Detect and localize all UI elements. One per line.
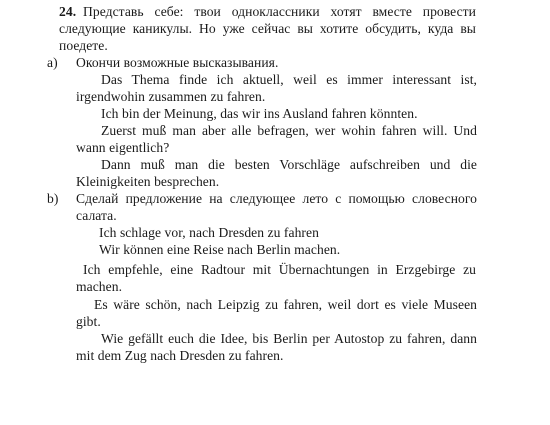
part-a-line: Ich bin der Meinung, das wir ins Ausland fahren könnten. [101,106,418,121]
part-a-instruction: Окончи возможные высказывания. [76,55,279,70]
part-a-line: Kleinigkeiten besprechen. [76,174,220,189]
part-b-line: mit dem Zug nach Dresden zu fahren. [76,348,284,363]
exercise-number: 24. [59,4,77,19]
part-a-line: Dann muß man die besten Vorschläge aufschreiben und die [101,157,477,172]
part-b-line: Wir können eine Reise nach Berlin machen. [99,242,341,257]
part-a-marker: a) [47,55,58,70]
part-b-instruction-line: салата. [76,208,117,223]
part-a-line: Das Thema finde ich aktuell, weil es immer interessant ist, [101,72,477,87]
part-a-line: wann eigentlich? [76,140,170,155]
exercise-intro-line: следующие каникулы. Но уже сейчас вы хотите обсудить, куда вы [59,21,476,36]
part-b-line: Ich schlage vor, nach Dresden zu fahren [99,225,319,240]
part-b-line: gibt. [76,314,101,329]
part-a-line: Zuerst muß man aber alle befragen, wer wohin fahren will. Und [101,123,477,138]
part-b-line: Wie gefällt euch die Idee, bis Berlin per Autostop zu fahren, dann [101,331,477,346]
part-b-line: Ich empfehle, eine Radtour mit Übernachtungen in Erzgebirge zu [83,262,476,277]
part-b-marker: b) [47,191,59,206]
part-b-instruction-line: Сделай предложение на следующее лето с помощью словесного [76,191,477,206]
part-a-line: irgendwohin zusammen zu fahren. [76,89,266,104]
exercise-intro-line: Представь себе: твои одноклассники хотят вместе провести [83,4,476,19]
part-b-line: Es wäre schön, nach Leipzig zu fahren, weil dort es viele Museen [94,297,477,312]
exercise-intro-line: поедете. [59,38,108,53]
part-b-line: machen. [76,279,123,294]
